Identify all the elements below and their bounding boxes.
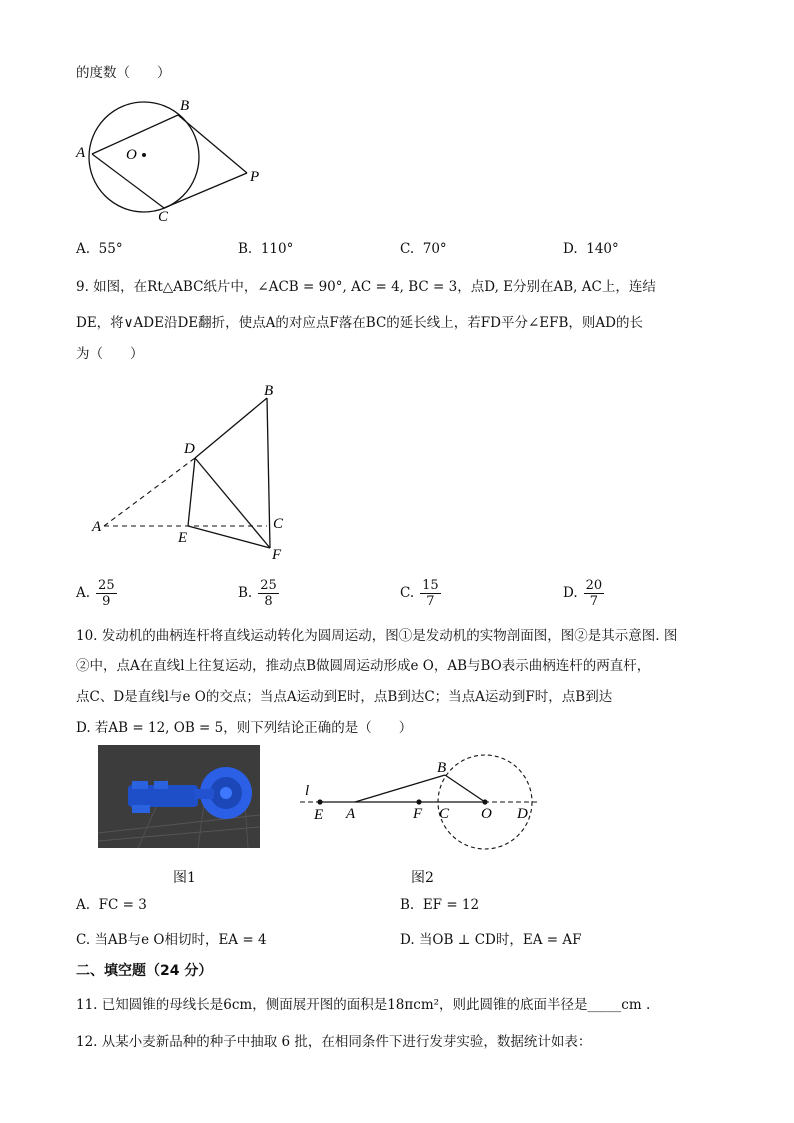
q8-option-a: A. 55° <box>76 241 123 257</box>
label-P: P <box>250 169 260 185</box>
label-C: C <box>273 516 284 532</box>
q9-stem-line2: DE，将∨ADE沿DE翻折，使点A的对应点F落在BC的延长线上，若FD平分∠EFB，则AD的长 <box>76 315 643 331</box>
label-D: D <box>184 441 195 457</box>
q8-option-d: D. 140° <box>563 241 619 257</box>
label-D: D <box>517 806 528 822</box>
q10-stem-line1: 10. 发动机的曲柄连杆将直线运动转化为圆周运动，图①是发动机的实物剖面图，图②是其示意图. 图 <box>76 628 678 644</box>
q10-option-c: C. 当AB与e O相切时，EA = 4 <box>76 932 267 948</box>
q10-option-b: B. EF = 12 <box>400 897 480 913</box>
q10-stem-line3: 点C、D是直线l与e O的交点；当点A运动到E时，点B到达C；当点A运动到F时，点B到达 <box>76 689 613 705</box>
q8-circle-figure <box>70 90 280 230</box>
q10-stem-line2: ②中，点A在直线l上往复运动，推动点B做圆周运动形成e O，AB与BO表示曲柄连杆的两直杆， <box>76 658 651 674</box>
label-F: F <box>272 547 282 563</box>
label-l: l <box>305 783 310 799</box>
label-B: B <box>264 383 274 399</box>
label-C: C <box>158 209 169 225</box>
q12-stem: 12. 从某小麦新品种的种子中抽取 6 批，在相同条件下进行发芽实验，数据统计如表： <box>76 1034 592 1050</box>
q9-option-d: D. $\frac{20}{7}$ <box>563 578 603 609</box>
q8-option-b: B. 110° <box>238 241 294 257</box>
q9-option-a: A. $\frac{25}{9}$ <box>76 578 115 609</box>
q9-stem-line3: 为（ ） <box>76 346 144 362</box>
q9-option-c: C. $\frac{15}{7}$ <box>400 578 439 609</box>
q10-option-a: A. FC = 3 <box>76 897 147 913</box>
q9-stem-line1: 9. 如图，在Rt△ABC纸片中，∠ACB = 90°, AC = 4, BC = 3，点D, E分别在AB, AC上，连结 <box>76 279 656 295</box>
q10-crank-figure <box>295 748 545 858</box>
q8-stem-tail: 的度数（ ） <box>76 65 171 81</box>
label-A: A <box>92 519 102 535</box>
figure1-caption: 图1 <box>173 870 196 886</box>
q9-option-b: B. $\frac{25}{8}$ <box>238 578 277 609</box>
label-F: F <box>413 806 423 822</box>
engine-photo <box>98 745 260 848</box>
label-A: A <box>346 806 356 822</box>
label-C: C <box>439 806 450 822</box>
q8-option-c: C. 70° <box>400 241 447 257</box>
label-B: B <box>437 760 447 776</box>
q10-stem-line4: D. 若AB = 12, OB = 5，则下列结论正确的是（ ） <box>76 720 413 736</box>
engine-photo-drawing <box>98 745 260 848</box>
section-title: 二、填空题（24 分） <box>76 963 213 979</box>
label-E: E <box>314 807 324 823</box>
figure2-caption: 图2 <box>411 870 434 886</box>
q11-stem: 11. 已知圆锥的母线长是6cm，侧面展开图的面积是18πcm²，则此圆锥的底面半径是_____cm . <box>76 997 651 1013</box>
q10-option-d: D. 当OB ⊥ CD时，EA = AF <box>400 932 582 948</box>
label-A: A <box>76 145 86 161</box>
q9-triangle-figure <box>80 378 320 568</box>
label-O: O <box>126 147 137 163</box>
label-O: O <box>481 806 492 822</box>
label-E: E <box>178 530 188 546</box>
label-B: B <box>180 98 190 114</box>
